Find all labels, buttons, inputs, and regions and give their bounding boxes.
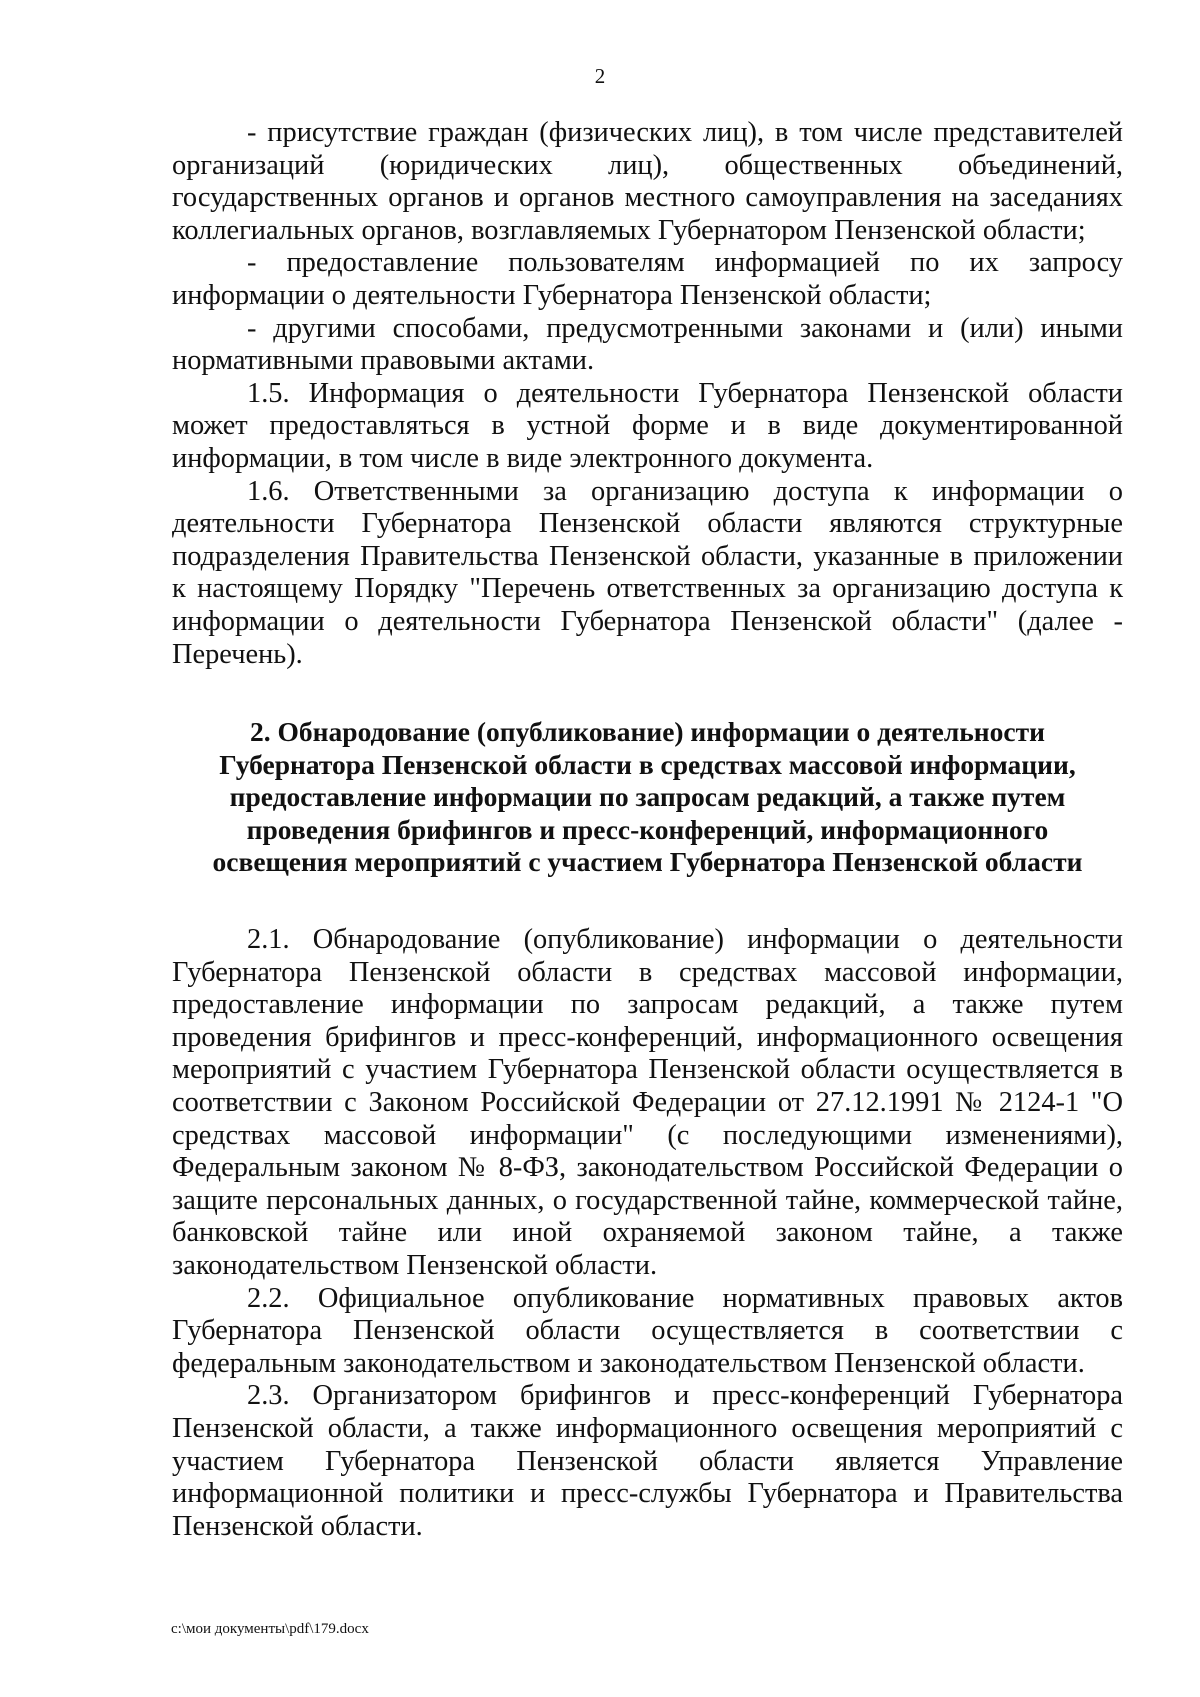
file-path-footer: c:\мои документы\pdf\179.docx: [171, 1621, 369, 1637]
paragraph-2-3: 2.3. Организатором брифингов и пресс-конференций Губернатора Пензенской области, а также информационного освещения мероприятий с участием Губернатора Пензенской области является Управление информационной политики и пресс-службы Губернатора и Правительства Пензенской области.: [172, 1380, 1123, 1542]
document-body: [172, 117, 1123, 1543]
paragraph-user-requests: - предоставление пользователям информацией по их запросу информации о деятельности Губернатора Пензенской области;: [172, 247, 1123, 311]
page-number: 2: [594, 64, 606, 88]
section-2-heading: 2. Обнародование (опубликование) информации о деятельности Губернатора Пензенской области в средствах массовой информации, предоставление информации по запросам редакций, а также путем проведения брифингов и пресс-конференций, информационного освещения мероприятий с участием Губернатора Пензенской области: [212, 716, 1083, 878]
paragraph-1-5: 1.5. Информация о деятельности Губернатора Пензенской области может предоставляться в устной форме и в виде документированной информации, в том числе в виде электронного документа.: [172, 377, 1123, 474]
paragraph-2-1: 2.1. Обнародование (опубликование) информации о деятельности Губернатора Пензенской области в средствах массовой информации, предоставление информации по запросам редакций, а также путем проведения брифингов и пресс-конференций, информационного освещения мероприятий с участием Губернатора Пензенской области осуществляется в соответствии с Законом Российской Федерации от 27.12.1991 № 2124-1 "О средствах массовой информации" (с последующими изменениями), Федеральным законом № 8-ФЗ, законодательством Российской Федерации о защите персональных данных, о государственной тайне, коммерческой тайне, банковской тайне или иной охраняемой законом тайне, а также законодательством Пензенской области.: [172, 924, 1123, 1281]
paragraph-1-6: 1.6. Ответственными за организацию доступа к информации о деятельности Губернатора Пензенской области являются структурные подразделения Правительства Пензенской области, указанные в приложении к настоящему Порядку "Перечень ответственных за организацию доступа к информации о деятельности Губернатора Пензенской области" (далее - Перечень).: [172, 475, 1123, 670]
paragraph-other-methods: - другими способами, предусмотренными законами и (или) иными нормативными правовыми актами.: [172, 312, 1123, 377]
paragraph-citizens-presence: - присутствие граждан (физических лиц), в том числе представителей организаций (юридических лиц), общественных объединений, государственных органов и органов местного самоуправления на заседаниях коллегиальных органов, возглавляемых Губернатором Пензенской области;: [172, 117, 1123, 246]
paragraph-2-2: 2.2. Официальное опубликование нормативных правовых актов Губернатора Пензенской области осуществляется в соответствии с федеральным законодательством и законодательством Пензенской области.: [172, 1282, 1123, 1379]
